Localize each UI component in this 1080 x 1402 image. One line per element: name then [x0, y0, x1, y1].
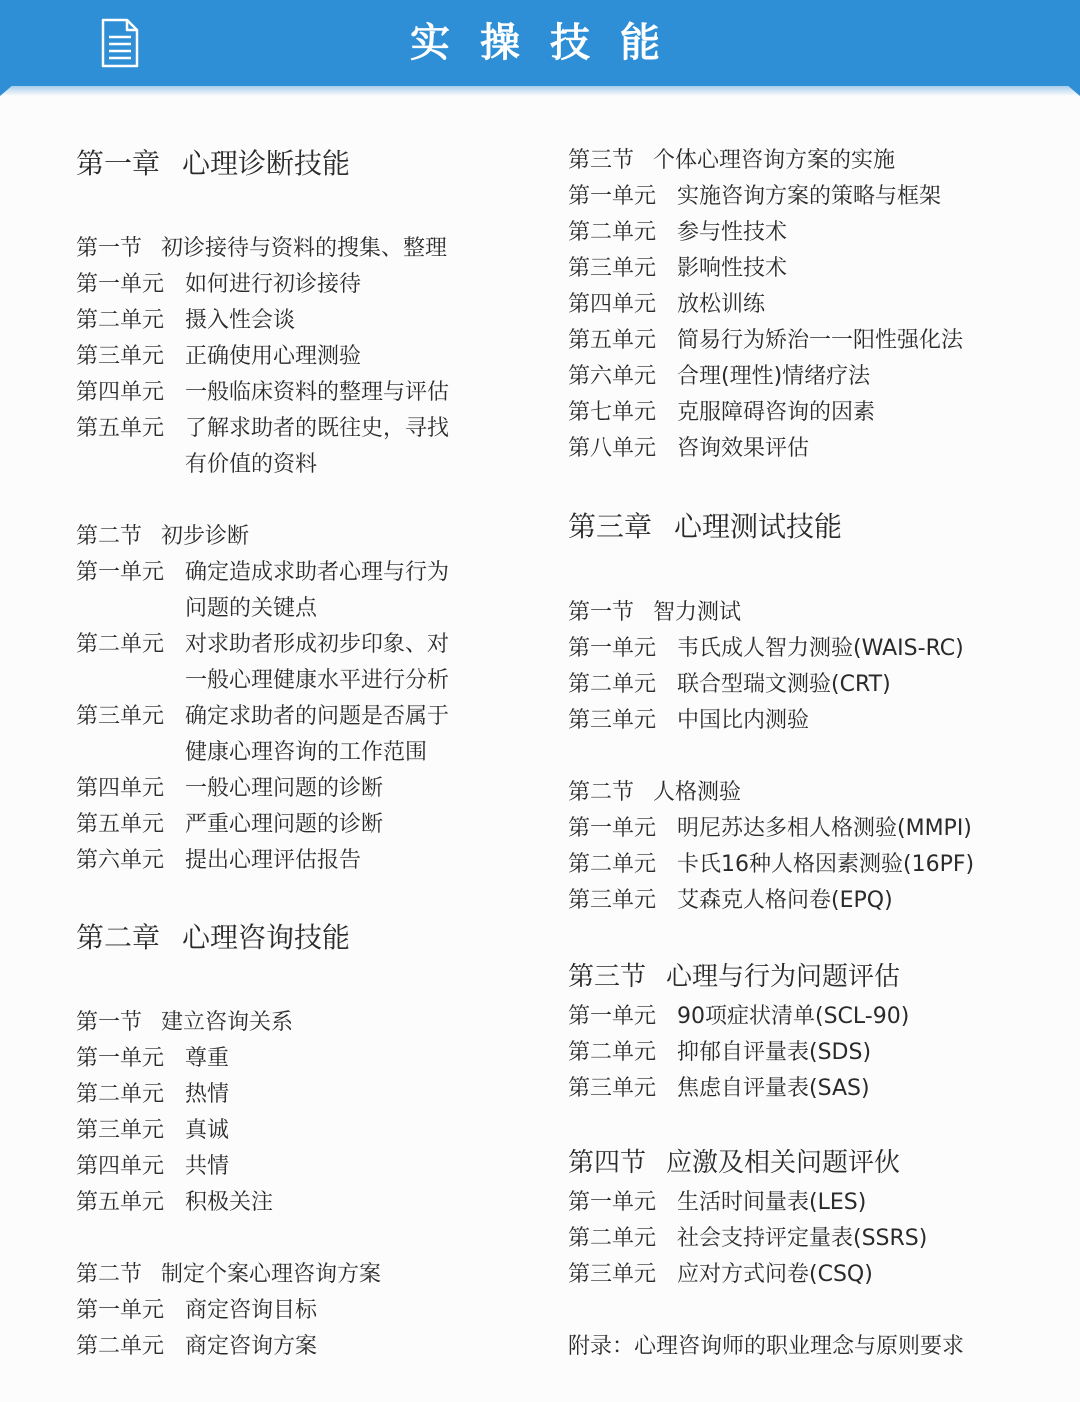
unit-label: 第一单元	[568, 816, 657, 841]
unit-title: 明尼苏达多相人格测验(MMPI)	[677, 816, 972, 841]
unit-label: 第三单元	[568, 708, 657, 733]
unit-item	[568, 814, 972, 844]
unit-item	[76, 1188, 273, 1218]
section-item	[76, 1008, 293, 1038]
section-heading	[568, 1146, 900, 1180]
unit-item	[568, 1224, 927, 1254]
unit-item	[568, 326, 963, 356]
unit-title: 放松训练	[677, 292, 766, 317]
unit-label: 第二单元	[76, 1082, 165, 1107]
unit-item	[76, 1044, 229, 1074]
unit-label: 第五单元	[76, 1190, 165, 1215]
section-label: 第二节	[568, 780, 635, 805]
unit-item	[568, 398, 875, 428]
unit-item	[568, 670, 891, 700]
section-item	[76, 1260, 381, 1290]
section-label: 第一节	[568, 600, 635, 625]
section-title: 初步诊断	[161, 524, 250, 549]
unit-title: 如何进行初诊接待	[185, 272, 362, 297]
unit-label: 第二单元	[76, 1334, 165, 1359]
unit-label: 第二单元	[76, 308, 165, 333]
unit-label: 第二单元	[568, 852, 657, 877]
unit-title: 摄入性会谈	[185, 308, 296, 333]
appendix-item: 附录：心理咨询师的职业理念与原则要求	[568, 1334, 965, 1359]
unit-label: 第一单元	[76, 1298, 165, 1323]
unit-item	[76, 1080, 229, 1110]
unit-title: 对求助者形成初步印象、对	[185, 632, 450, 657]
section-item	[76, 522, 249, 552]
unit-label: 第一单元	[76, 1046, 165, 1071]
unit-item	[76, 630, 449, 660]
unit-title: 参与性技术	[677, 220, 788, 245]
unit-label: 第三单元	[568, 256, 657, 281]
section-title: 心理与行为问题评估	[666, 962, 901, 992]
chapter-heading	[568, 509, 842, 545]
unit-item	[568, 254, 787, 284]
section-heading	[568, 960, 900, 994]
unit-item	[568, 434, 809, 464]
chapter-label: 第一章	[76, 147, 161, 180]
page-title: 实操技能	[410, 20, 690, 66]
unit-label: 第六单元	[76, 848, 165, 873]
unit-label: 第一单元	[568, 1004, 657, 1029]
unit-label: 第一单元	[568, 184, 657, 209]
section-label: 第二节	[76, 524, 143, 549]
unit-label: 第三单元	[76, 704, 165, 729]
section-title: 个体心理咨询方案的实施	[653, 148, 896, 173]
unit-item	[568, 1002, 909, 1032]
header-shadow	[0, 86, 1080, 96]
unit-title-continued: 一般心理健康水平进行分析	[185, 668, 450, 693]
unit-title: 确定造成求助者心理与行为	[185, 560, 450, 585]
section-label: 第三节	[568, 962, 647, 992]
unit-item	[568, 362, 870, 392]
unit-title: 联合型瑞文测验(CRT)	[677, 672, 891, 697]
unit-title: 正确使用心理测验	[185, 344, 362, 369]
unit-title: 共情	[185, 1154, 230, 1179]
unit-label: 第五单元	[76, 416, 165, 441]
section-item	[76, 234, 447, 264]
unit-title: 生活时间量表(LES)	[677, 1190, 867, 1215]
unit-label: 第二单元	[568, 1226, 657, 1251]
banner-fold-left	[0, 84, 14, 96]
unit-title-continued: 有价值的资料	[185, 452, 318, 477]
unit-title: 影响性技术	[677, 256, 788, 281]
unit-title: 热情	[185, 1082, 230, 1107]
unit-item	[568, 1188, 866, 1218]
section-title: 智力测试	[653, 600, 742, 625]
unit-label: 第一单元	[568, 1190, 657, 1215]
unit-title-continued: 问题的关键点	[185, 596, 318, 621]
section-title: 制定个案心理咨询方案	[161, 1262, 382, 1287]
section-label: 第四节	[568, 1148, 647, 1178]
unit-title-continued: 健康心理咨询的工作范围	[185, 740, 428, 765]
unit-label: 第二单元	[568, 220, 657, 245]
unit-label: 第三单元	[568, 1076, 657, 1101]
unit-item	[76, 1152, 229, 1182]
unit-label: 第二单元	[76, 632, 165, 657]
unit-item	[568, 1074, 870, 1104]
unit-label: 第四单元	[76, 1154, 165, 1179]
unit-label: 第一单元	[76, 560, 165, 585]
unit-label: 第三单元	[568, 1262, 657, 1287]
unit-item	[568, 218, 787, 248]
section-title: 人格测验	[653, 780, 742, 805]
section-label: 第三节	[568, 148, 635, 173]
unit-title: 90项症状清单(SCL-90)	[677, 1004, 910, 1029]
unit-item	[76, 702, 449, 732]
section-label: 第二节	[76, 1262, 143, 1287]
unit-title: 实施咨询方案的策略与框架	[677, 184, 942, 209]
unit-item	[568, 886, 893, 916]
unit-item	[76, 306, 295, 336]
unit-label: 第八单元	[568, 436, 657, 461]
unit-title: 简易行为矫治一一阳性强化法	[677, 328, 964, 353]
unit-title: 社会支持评定量表(SSRS)	[677, 1226, 928, 1251]
unit-item	[568, 634, 964, 664]
unit-item	[568, 290, 765, 320]
unit-title: 应对方式问卷(CSQ)	[677, 1262, 873, 1287]
banner-fold-right	[1066, 84, 1080, 96]
unit-title: 确定求助者的问题是否属于	[185, 704, 450, 729]
unit-item	[76, 1296, 317, 1326]
unit-label: 第一单元	[568, 636, 657, 661]
unit-label: 第四单元	[76, 380, 165, 405]
unit-label: 第七单元	[568, 400, 657, 425]
chapter-heading	[76, 146, 350, 182]
unit-title: 了解求助者的既往史，寻找	[185, 416, 450, 441]
unit-label: 第五单元	[76, 812, 165, 837]
unit-item	[76, 414, 449, 444]
section-label: 第一节	[76, 1010, 143, 1035]
unit-title: 提出心理评估报告	[185, 848, 362, 873]
unit-item	[568, 1260, 873, 1290]
chapter-title: 心理测试技能	[674, 510, 843, 543]
unit-title: 严重心理问题的诊断	[185, 812, 384, 837]
unit-label: 第五单元	[568, 328, 657, 353]
chapter-label: 第二章	[76, 921, 161, 954]
section-label: 第一节	[76, 236, 143, 261]
unit-item	[568, 850, 974, 880]
section-title: 建立咨询关系	[161, 1010, 294, 1035]
unit-label: 第四单元	[76, 776, 165, 801]
unit-title: 商定咨询方案	[185, 1334, 318, 1359]
unit-label: 第六单元	[568, 364, 657, 389]
section-title: 初诊接待与资料的搜集、整理	[161, 236, 448, 261]
unit-title: 克服障碍咨询的因素	[677, 400, 876, 425]
unit-title: 一般临床资料的整理与评估	[185, 380, 450, 405]
section-title: 应激及相关问题评伙	[666, 1148, 901, 1178]
unit-item	[568, 1038, 871, 1068]
unit-title: 中国比内测验	[677, 708, 810, 733]
unit-title: 咨询效果评估	[677, 436, 810, 461]
unit-title: 真诚	[185, 1118, 230, 1143]
section-item	[568, 598, 741, 628]
unit-label: 第二单元	[568, 1040, 657, 1065]
unit-item	[76, 1332, 317, 1362]
unit-title: 一般心理问题的诊断	[185, 776, 384, 801]
chapter-label: 第三章	[568, 510, 653, 543]
unit-label: 第三单元	[76, 344, 165, 369]
unit-title: 焦虑自评量表(SAS)	[677, 1076, 870, 1101]
unit-title: 尊重	[185, 1046, 230, 1071]
unit-label: 第二单元	[568, 672, 657, 697]
unit-item	[568, 182, 941, 212]
unit-title: 艾森克人格问卷(EPQ)	[677, 888, 893, 913]
unit-item	[568, 706, 809, 736]
unit-item	[76, 558, 449, 588]
section-item	[568, 778, 741, 808]
unit-item	[76, 270, 361, 300]
unit-label: 第一单元	[76, 272, 165, 297]
unit-title: 卡氏16种人格因素测验(16PF)	[677, 852, 975, 877]
chapter-title: 心理咨询技能	[182, 921, 351, 954]
unit-item	[76, 810, 383, 840]
unit-item	[76, 378, 449, 408]
unit-title: 积极关注	[185, 1190, 274, 1215]
unit-label: 第四单元	[568, 292, 657, 317]
unit-item	[76, 342, 361, 372]
chapter-heading	[76, 920, 350, 956]
unit-title: 抑郁自评量表(SDS)	[677, 1040, 872, 1065]
unit-title: 韦氏成人智力测验(WAIS-RC)	[677, 636, 964, 661]
unit-item	[76, 1116, 229, 1146]
unit-label: 第三单元	[76, 1118, 165, 1143]
chapter-title: 心理诊断技能	[182, 147, 351, 180]
unit-label: 第三单元	[568, 888, 657, 913]
section-item	[568, 146, 895, 176]
unit-item	[76, 774, 383, 804]
unit-title: 商定咨询目标	[185, 1298, 318, 1323]
unit-title: 合理(理性)情绪疗法	[677, 364, 871, 389]
unit-item	[76, 846, 361, 876]
